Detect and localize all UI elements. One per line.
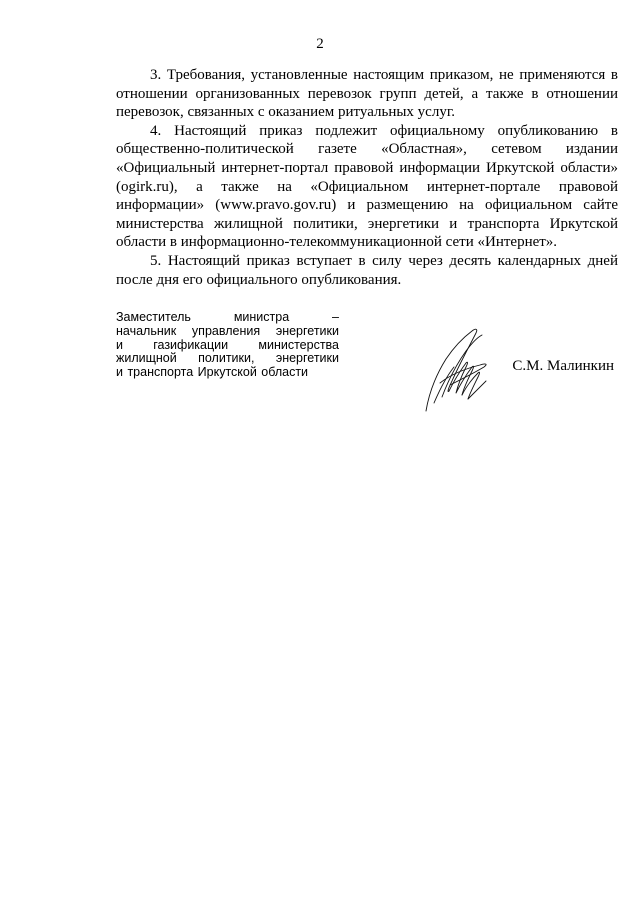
signer-position-line: и транспорта Иркутской области bbox=[116, 365, 309, 380]
paragraph-4: 4. Настоящий приказ подлежит официальному опубликованию в общественно-политической газете «Областная», сетевом издании «Официальный интернет-портал правовой информации Иркутской области» (ogirk.ru), а также на «Официальном интернет-портале правовой информации» (www.pravo.gov.ru) и размещению на официальном сайте министерства жилищной политики, энергетики и транспорта Иркутской области в информационно-телекоммуникационной сети «Интернет». bbox=[116, 122, 618, 251]
page-number: 2 bbox=[316, 36, 324, 52]
handwritten-signature bbox=[420, 323, 492, 415]
signer-name: С.М. Малинкин bbox=[512, 358, 614, 374]
signer-position-line: Заместитель министра – bbox=[116, 310, 339, 324]
signer-position bbox=[116, 311, 339, 380]
signature-block bbox=[116, 311, 616, 411]
signer-position-line: и газификации министерства bbox=[116, 337, 339, 352]
paragraph-3: 3. Требования, установленные настоящим приказом, не применяются в отношении организованных перевозок групп детей, а также в отношении перевозок, связанных с оказанием ритуальных услуг. bbox=[116, 67, 618, 121]
signer-position-line: начальник управления энергетики bbox=[116, 323, 339, 338]
paragraph-5: 5. Настоящий приказ вступает в силу через десять календарных дней после дня его официального опубликования. bbox=[116, 252, 618, 288]
signer-position-line: жилищной политики, энергетики bbox=[116, 351, 339, 366]
document-body bbox=[116, 66, 618, 289]
